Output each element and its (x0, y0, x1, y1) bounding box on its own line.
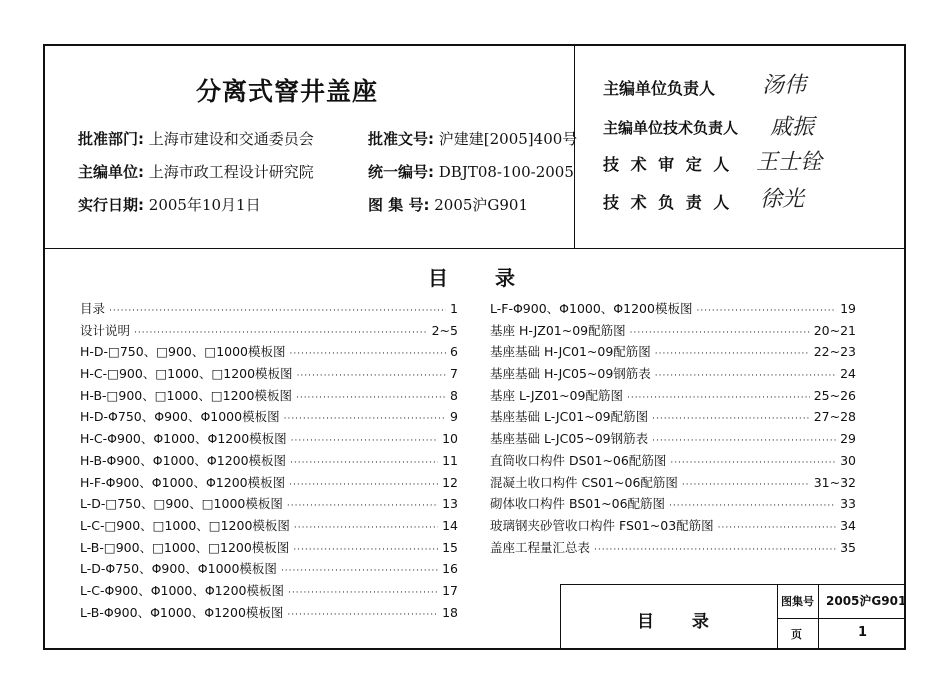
toc-entry-page: 10 (442, 431, 458, 447)
toc-entry (80, 603, 458, 625)
toc-entry-title: L-B-Φ900、Φ1000、Φ1200模板图 (80, 604, 284, 620)
effective-date (78, 194, 261, 215)
toc-leader-dots (290, 349, 447, 359)
toc-entry (80, 321, 458, 343)
effective-date-label: 实行日期: (78, 196, 144, 214)
toc-entry-title: H-F-Φ900、Φ1000、Φ1200模板图 (80, 474, 286, 490)
signature-tech-chief: 戚振 (770, 115, 815, 140)
toc-entry-title: 目录 (80, 301, 106, 316)
toc-entry-page: 2~5 (431, 322, 458, 338)
document-title: 分离式窨井盖座 (196, 77, 379, 106)
toc-entry-title: 玻璃钢夹砂管收口构件 FS01~03配筋图 (490, 517, 714, 533)
toc-right-column (490, 299, 856, 559)
toc-leader-dots (669, 501, 836, 511)
toc-leader-dots (652, 414, 810, 424)
toc-leader-dots (134, 328, 428, 338)
title-block-top (560, 584, 905, 585)
toc-leader-dots (296, 393, 446, 403)
signature-chief-unit: 汤伟 (762, 73, 807, 98)
approval-dept-value: 上海市建设和交通委员会 (148, 130, 314, 148)
toc-entry-title: L-B-□900、□1000、□1200模板图 (80, 539, 290, 555)
toc-entry-title: 基座 L-JZ01~09配筋图 (490, 387, 623, 403)
atlas-no (368, 194, 528, 215)
toc-entry (80, 429, 458, 451)
toc-entry (80, 538, 458, 560)
toc-entry (80, 581, 458, 603)
toc-entry (490, 321, 856, 343)
toc-leader-dots (696, 306, 836, 316)
toc-entry (490, 494, 856, 516)
toc-entry-page: 9 (450, 409, 458, 425)
signature-tech-lead: 徐光 (760, 187, 805, 212)
toc-entry-title: H-D-□750、□900、□1000模板图 (80, 344, 286, 360)
toc-leader-dots (287, 610, 438, 620)
toc-leader-dots (109, 306, 446, 316)
toc-entry-title: H-B-□900、□1000、□1200模板图 (80, 387, 292, 403)
toc-entry (490, 429, 856, 451)
toc-entry (490, 451, 856, 473)
toc-entry-title: 设计说明 (80, 322, 131, 338)
toc-entry-page: 24 (840, 366, 856, 382)
toc-entry-page: 31~32 (813, 474, 856, 490)
toc-leader-dots (294, 523, 438, 533)
toc-leader-dots (297, 371, 446, 381)
toc-entry-title: 基座基础 H-JC05~09钢筋表 (490, 366, 651, 382)
title-block-page-label: 页 (791, 628, 802, 641)
toc-entry (490, 342, 856, 364)
unified-no (368, 161, 574, 182)
toc-leader-dots (670, 458, 836, 468)
toc-entry-page: 14 (442, 517, 458, 533)
toc-entry-title: H-B-Φ900、Φ1000、Φ1200模板图 (80, 452, 287, 468)
toc-entry-title: H-C-□900、□1000、□1200模板图 (80, 366, 293, 382)
editor-unit (78, 161, 314, 182)
signature-reviewer: 王士铨 (756, 150, 823, 175)
toc-entry (490, 538, 856, 560)
toc-entry (80, 473, 458, 495)
toc-entry (490, 407, 856, 429)
header-divider (44, 248, 905, 249)
toc-entry-title: L-D-□750、□900、□1000模板图 (80, 496, 283, 512)
toc-entry-title: 直筒收口构件 DS01~06配筋图 (490, 452, 667, 468)
approval-no (368, 128, 577, 149)
toc-leader-dots (287, 501, 438, 511)
toc-leader-dots (630, 328, 810, 338)
toc-entry-title: 基座 H-JZ01~09配筋图 (490, 322, 626, 338)
toc-entry-title: 基座基础 L-JC01~09配筋图 (490, 409, 649, 425)
toc-entry-page: 30 (840, 452, 856, 468)
toc-entry (490, 386, 856, 408)
title-block-left (560, 584, 561, 649)
toc-entry-title: L-C-Φ900、Φ1000、Φ1200模板图 (80, 582, 284, 598)
atlas-no-label: 图 集 号: (368, 196, 430, 214)
toc-entry-title: L-C-□900、□1000、□1200模板图 (80, 517, 290, 533)
toc-entry (80, 451, 458, 473)
signature-label-tech-lead: 技 术 负 责 人 (603, 193, 733, 212)
toc-entry-page: 20~21 (813, 322, 856, 338)
toc-entry-title: 基座基础 L-JC05~09钢筋表 (490, 431, 649, 447)
toc-entry-title: L-D-Φ750、Φ900、Φ1000模板图 (80, 561, 277, 577)
toc-entry-title: 砌体收口构件 BS01~06配筋图 (490, 496, 666, 512)
toc-leader-dots (291, 436, 438, 446)
toc-entry (80, 299, 458, 321)
toc-entry (80, 342, 458, 364)
toc-entry (490, 299, 856, 321)
title-block-label-split (818, 584, 819, 649)
toc-entry-page: 33 (840, 496, 856, 512)
toc-heading: 目 录 (428, 266, 535, 290)
toc-entry-page: 13 (442, 496, 458, 512)
approval-no-value: 沪建建[2005]400号 (438, 130, 578, 148)
editor-unit-value: 上海市政工程设计研究院 (148, 163, 314, 181)
toc-entry (490, 516, 856, 538)
effective-date-value: 2005年10月1日 (148, 196, 261, 214)
title-block-atlas-label: 图集号 (781, 595, 814, 608)
title-block-atlas-value: 2005沪G901 (826, 594, 907, 608)
toc-entry-page: 27~28 (813, 409, 856, 425)
toc-entry-page: 8 (450, 387, 458, 403)
toc-leader-dots (682, 480, 810, 490)
toc-leader-dots (293, 545, 438, 555)
toc-entry-page: 16 (442, 561, 458, 577)
toc-entry (80, 364, 458, 386)
toc-entry-page: 12 (442, 474, 458, 490)
toc-entry (80, 494, 458, 516)
title-block-page-value: 1 (858, 625, 868, 640)
toc-entry-page: 1 (450, 301, 458, 316)
unified-no-value: DBJT08-100-2005 (438, 163, 574, 181)
toc-leader-dots (652, 436, 836, 446)
signature-label-chief-unit: 主编单位负责人 (603, 79, 716, 98)
toc-entry-title: H-D-Φ750、Φ900、Φ1000模板图 (80, 409, 280, 425)
toc-entry-page: 11 (442, 452, 458, 468)
editor-unit-label: 主编单位: (78, 163, 144, 181)
approval-dept-label: 批准部门: (78, 130, 144, 148)
toc-leader-dots (655, 349, 810, 359)
toc-left-column (80, 299, 458, 624)
toc-entry-page: 25~26 (813, 387, 856, 403)
toc-entry (490, 364, 856, 386)
toc-entry (80, 516, 458, 538)
title-block-mid (777, 618, 905, 619)
toc-entry (80, 559, 458, 581)
toc-entry-page: 34 (840, 517, 856, 533)
toc-entry-title: L-F-Φ900、Φ1000、Φ1200模板图 (490, 301, 693, 316)
toc-leader-dots (290, 458, 438, 468)
toc-entry-page: 17 (442, 582, 458, 598)
toc-entry-title: 盖座工程量汇总表 (490, 539, 591, 555)
toc-entry-title: 基座基础 H-JC01~09配筋图 (490, 344, 651, 360)
toc-entry (490, 473, 856, 495)
toc-entry-page: 6 (450, 344, 458, 360)
toc-leader-dots (289, 480, 438, 490)
toc-entry (80, 386, 458, 408)
toc-leader-dots (288, 588, 438, 598)
toc-leader-dots (281, 566, 438, 576)
toc-leader-dots (655, 371, 836, 381)
toc-entry-page: 19 (840, 301, 856, 316)
atlas-no-value: 2005沪G901 (434, 196, 529, 214)
toc-leader-dots (594, 545, 836, 555)
toc-entry-page: 35 (840, 539, 856, 555)
signature-label-reviewer: 技 术 审 定 人 (603, 155, 733, 174)
title-block-name: 目 录 (637, 612, 725, 632)
toc-entry-page: 18 (442, 604, 458, 620)
signature-label-tech-chief: 主编单位技术负责人 (603, 119, 739, 137)
toc-leader-dots (284, 414, 446, 424)
toc-entry-page: 22~23 (813, 344, 856, 360)
unified-no-label: 统一编号: (368, 163, 434, 181)
toc-leader-dots (718, 523, 836, 533)
toc-entry-page: 7 (450, 366, 458, 382)
toc-entry-page: 15 (442, 539, 458, 555)
title-block-split (777, 584, 778, 649)
toc-entry-page: 29 (840, 431, 856, 447)
toc-leader-dots (627, 393, 810, 403)
approval-no-label: 批准文号: (368, 130, 434, 148)
toc-entry (80, 407, 458, 429)
toc-entry-title: H-C-Φ900、Φ1000、Φ1200模板图 (80, 431, 287, 447)
toc-entry-title: 混凝土收口构件 CS01~06配筋图 (490, 474, 678, 490)
approval-dept (78, 128, 314, 149)
